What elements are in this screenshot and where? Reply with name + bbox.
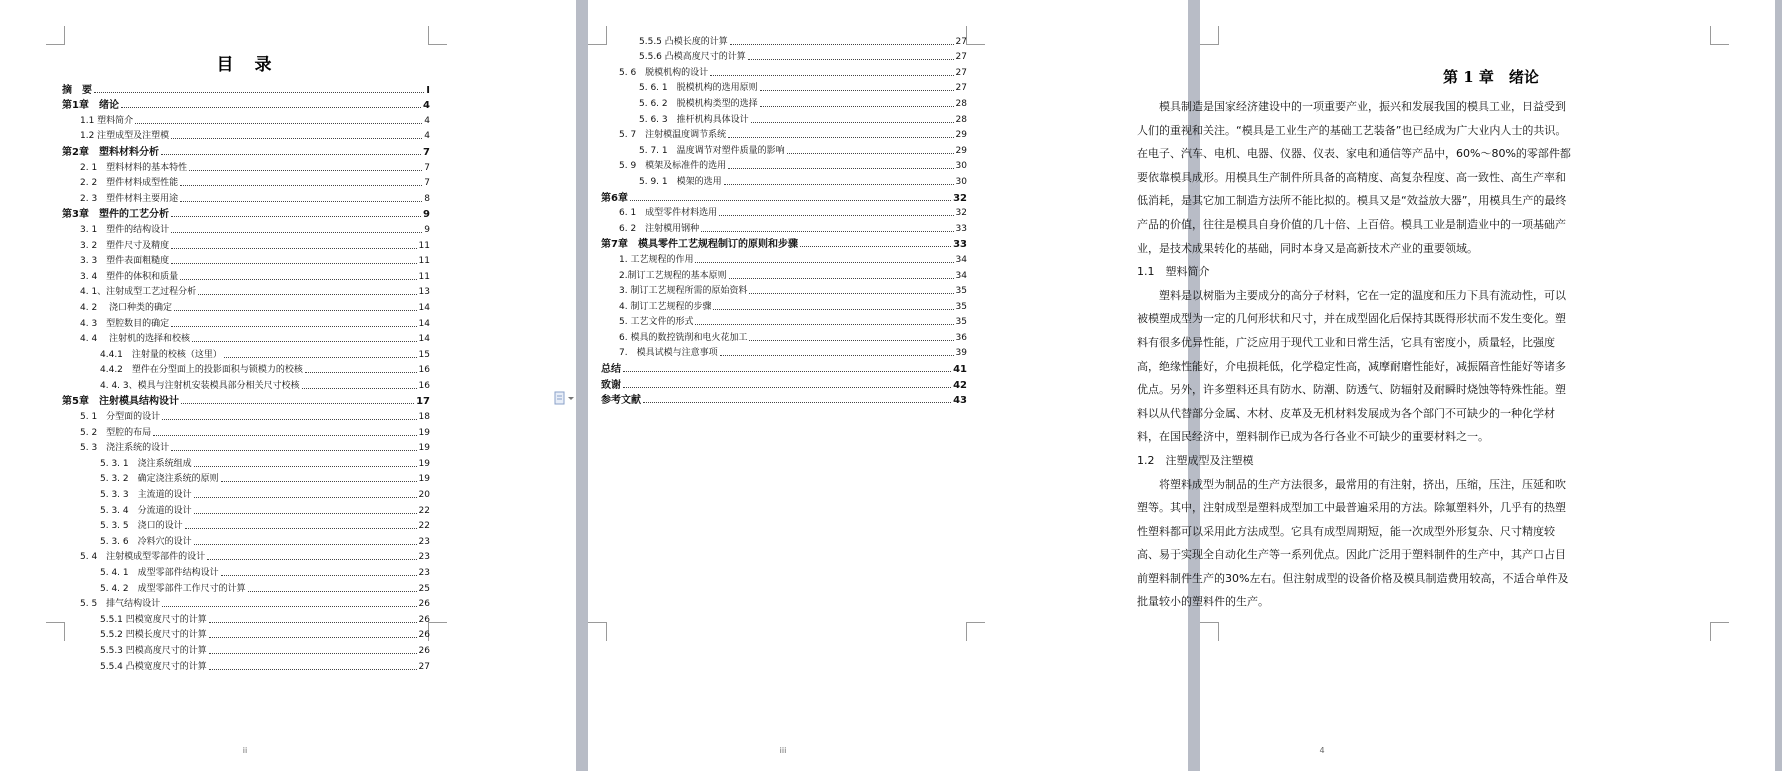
toc-entry-title: 第6章 bbox=[601, 192, 628, 204]
toc-entry-title: 7. 模具试模与注意事项 bbox=[619, 348, 718, 359]
toc-entry-page: 35 bbox=[955, 301, 967, 312]
toc-entry-title: 1. 工艺规程的作用 bbox=[619, 254, 694, 265]
toc-entry[interactable] bbox=[601, 79, 967, 95]
toc-list bbox=[62, 80, 430, 673]
chapter-title: 第 1 章 绪论 bbox=[1443, 68, 1539, 86]
toc-entry-page: 23 bbox=[418, 552, 430, 563]
toc-leader-dots bbox=[180, 201, 422, 202]
paragraph: 将塑料成型为制品的生产方法很多，最常用的有注射，挤出，压缩，压注，压延和吹塑等。其中，注射成型是塑料成型加工中最普遍采用的方法。除氟塑料外，几乎有的热塑性塑料都可以采用此方法成型。它具有成型周期短，能一次成型外形复杂、尺寸精度较高、易于实现全自动化生产等一系列优点。因此广泛用于塑料制件的生产中，其产口占目前塑料制件生产的30%左右。但注射成型的设备价格及模具制造费用较高，不适合单件及批量较小的塑料件的生产。 bbox=[1137, 477, 1569, 609]
toc-leader-dots bbox=[729, 278, 954, 279]
toc-entry[interactable] bbox=[601, 32, 967, 48]
toc-leader-dots bbox=[695, 262, 953, 263]
corner-mark bbox=[966, 26, 985, 45]
toc-entry-title: 3. 制订工艺规程所需的原始资料 bbox=[619, 286, 748, 297]
toc-entry-title: 5. 6 脱模机构的设计 bbox=[619, 67, 709, 78]
toc-entry-page: 7 bbox=[424, 162, 430, 173]
toc-entry-page: 29 bbox=[955, 145, 967, 156]
toc-entry-page: 19 bbox=[418, 443, 430, 454]
toc-leader-dots bbox=[161, 154, 421, 155]
toc-entry-page: 8 bbox=[424, 193, 430, 204]
toc-entry-page: 4 bbox=[423, 100, 430, 112]
toc-entry[interactable] bbox=[62, 127, 430, 143]
toc-entry[interactable] bbox=[62, 532, 430, 548]
toc-leader-dots bbox=[180, 185, 422, 186]
toc-entry[interactable] bbox=[601, 359, 967, 375]
toc-entry[interactable] bbox=[62, 439, 430, 455]
toc-entry[interactable] bbox=[62, 158, 430, 174]
toc-leader-dots bbox=[787, 153, 954, 154]
toc-leader-dots bbox=[221, 575, 417, 576]
toc-entry[interactable] bbox=[62, 361, 430, 377]
corner-mark bbox=[46, 26, 65, 45]
toc-entry-title: 5. 9. 1 模架的选用 bbox=[639, 176, 722, 187]
toc-entry-page: 17 bbox=[416, 396, 430, 408]
toc-entry-page: 39 bbox=[955, 348, 967, 359]
toc-entry[interactable] bbox=[62, 407, 430, 423]
toc-entry[interactable] bbox=[601, 344, 967, 360]
toc-entry-page: 15 bbox=[418, 349, 430, 360]
toc-entry[interactable] bbox=[62, 392, 430, 408]
toc-entry-page: 42 bbox=[953, 379, 967, 391]
toc-entry-title: 5. 7. 1 温度调节对塑件质量的影响 bbox=[639, 145, 785, 156]
toc-leader-dots bbox=[189, 170, 422, 171]
toc-leader-dots bbox=[153, 435, 416, 436]
toc-leader-dots bbox=[194, 497, 417, 498]
toc-entry-title: 5. 9 模架及标准件的选用 bbox=[619, 161, 727, 172]
toc-leader-dots bbox=[719, 215, 953, 216]
toc-entry-page: 14 bbox=[418, 302, 430, 313]
toc-entry[interactable] bbox=[62, 142, 430, 158]
paragraph: 塑料是以树脂为主要成分的高分子材料，它在一定的温度和压力下具有流动性，可以被模塑成型为一定的几何形状和尺寸，并在成型固化后保持其既得形状而不发生变化。塑料有很多优异性能，广泛应用于现代工业和日常生活，它具有密度小，质量轻，比强度高，绝缘性能好，介电损耗低，化学稳定性高，减摩耐磨性能好，减振隔音性能好等诸多优点。另外，许多塑料还具有防水、防潮、防透气、防辐射及耐瞬时烧蚀等特殊性能。塑料以从代替部分金属、木材、皮革及无机材料发展成为各个部门不可缺少的一种化学材料，在国民经济中，塑料制作已成为各行各业不可缺少的重要材料之一。 bbox=[1137, 288, 1566, 444]
toc-leader-dots bbox=[760, 106, 954, 107]
toc-entry-title: 3. 4 塑件的体积和质量 bbox=[80, 271, 179, 282]
toc-leader-dots bbox=[302, 388, 417, 389]
toc-entry-page: 20 bbox=[418, 490, 430, 501]
toc-leader-dots bbox=[728, 168, 953, 169]
document-options-icon[interactable] bbox=[553, 391, 577, 405]
toc-entry-title: 第3章 塑件的工艺分析 bbox=[62, 209, 169, 221]
corner-mark bbox=[1710, 26, 1729, 45]
toc-entry-page: 32 bbox=[953, 192, 967, 204]
toc-leader-dots bbox=[207, 559, 416, 560]
toc-leader-dots bbox=[121, 107, 421, 108]
corner-mark bbox=[966, 622, 985, 641]
toc-entry-title: 4.4.2 塑件在分型面上的投影面积与锁模力的校核 bbox=[100, 365, 303, 376]
page-number: iii bbox=[779, 746, 787, 755]
toc-entry-page: 35 bbox=[955, 317, 967, 328]
toc-entry-title: 第2章 塑料材料分析 bbox=[62, 146, 159, 158]
toc-entry-title: 5. 3. 5 浇口的设计 bbox=[100, 521, 183, 532]
toc-entry-title: 参考文献 bbox=[601, 395, 641, 407]
toc-entry[interactable] bbox=[601, 204, 967, 220]
toc-entry-title: 4.4.1 注射量的校核（这里） bbox=[100, 349, 222, 360]
toc-entry-title: 5. 3. 4 分流道的设计 bbox=[100, 505, 192, 516]
toc-entry-title: 第5章 注射模具结构设计 bbox=[62, 396, 179, 408]
toc-entry-page: 26 bbox=[418, 614, 430, 625]
toc-entry-page: 16 bbox=[418, 365, 430, 376]
toc-leader-dots bbox=[171, 450, 416, 451]
toc-entry[interactable] bbox=[601, 126, 967, 142]
toc-entry-title: 2. 1 塑料材料的基本特性 bbox=[80, 162, 188, 173]
toc-entry-title: 第7章 模具零件工艺规程制订的原则和步骤 bbox=[601, 239, 798, 251]
corner-mark bbox=[1200, 26, 1219, 45]
toc-entry[interactable] bbox=[62, 579, 430, 595]
toc-entry-title: 5.5.5 凸模长度的计算 bbox=[639, 36, 728, 47]
toc-entry-title: 5.5.2 凹模长度尺寸的计算 bbox=[100, 630, 207, 641]
toc-entry-title: 5. 3. 3 主流道的设计 bbox=[100, 490, 192, 501]
toc-entry[interactable] bbox=[62, 111, 430, 127]
toc-entry-title: 4. 3 型腔数目的确定 bbox=[80, 318, 170, 329]
toc-entry-page: 27 bbox=[955, 83, 967, 94]
toc-entry-page: 35 bbox=[955, 286, 967, 297]
toc-leader-dots bbox=[209, 637, 417, 638]
toc-entry-title: 4. 制订工艺规程的步骤 bbox=[619, 301, 712, 312]
toc-entry[interactable] bbox=[601, 188, 967, 204]
toc-entry-page: 26 bbox=[418, 645, 430, 656]
document-page-iii bbox=[588, 0, 1188, 771]
toc-entry-title: 5. 工艺文件的形式 bbox=[619, 317, 694, 328]
toc-leader-dots bbox=[171, 138, 422, 139]
toc-leader-dots bbox=[695, 324, 953, 325]
toc-entry-title: 3. 2 塑件尺寸及精度 bbox=[80, 240, 170, 251]
toc-leader-dots bbox=[749, 293, 953, 294]
toc-entry-title: 4. 1、注射成型工艺过程分析 bbox=[80, 287, 197, 298]
toc-list bbox=[601, 32, 967, 406]
toc-leader-dots bbox=[623, 387, 951, 388]
toc-entry-page: 27 bbox=[418, 661, 430, 672]
toc-entry-title: 3. 1 塑件的结构设计 bbox=[80, 224, 170, 235]
toc-entry-page: 16 bbox=[418, 380, 430, 391]
toc-entry[interactable] bbox=[601, 313, 967, 329]
toc-leader-dots bbox=[643, 402, 951, 403]
toc-entry-page: 14 bbox=[418, 334, 430, 345]
toc-entry-page: 18 bbox=[418, 412, 430, 423]
toc-entry[interactable] bbox=[62, 610, 430, 626]
toc-entry[interactable] bbox=[62, 267, 430, 283]
toc-entry-page: 19 bbox=[418, 474, 430, 485]
toc-entry-title: 5. 2 型腔的布局 bbox=[80, 427, 152, 438]
toc-entry-page: 19 bbox=[418, 458, 430, 469]
toc-entry-page: 30 bbox=[955, 161, 967, 172]
corner-mark bbox=[1710, 622, 1729, 641]
toc-entry[interactable] bbox=[601, 157, 967, 173]
toc-entry[interactable] bbox=[601, 328, 967, 344]
toc-entry-title: 5.5.3 凹模高度尺寸的计算 bbox=[100, 645, 207, 656]
toc-entry-page: 7 bbox=[423, 146, 430, 158]
toc-leader-dots bbox=[713, 309, 953, 310]
toc-entry-page: 9 bbox=[424, 224, 430, 235]
toc-entry-title: 5.5.4 凸模宽度尺寸的计算 bbox=[100, 661, 207, 672]
toc-entry-page: 9 bbox=[423, 209, 430, 221]
toc-entry-title: 5. 6. 2 脱模机构类型的选择 bbox=[639, 98, 758, 109]
toc-entry-page: 4 bbox=[424, 131, 430, 142]
toc-entry-page: 41 bbox=[953, 364, 967, 376]
toc-leader-dots bbox=[630, 200, 951, 201]
toc-leader-dots bbox=[720, 355, 954, 356]
toc-leader-dots bbox=[194, 466, 417, 467]
toc-entry-page: 19 bbox=[418, 427, 430, 438]
toc-leader-dots bbox=[749, 340, 953, 341]
toc-entry-title: 5. 7 注射模温度调节系统 bbox=[619, 130, 727, 141]
toc-entry[interactable] bbox=[62, 657, 430, 673]
toc-entry-title: 6. 模具的数控铣削和电火花加工 bbox=[619, 332, 748, 343]
paragraph: 模具制造是国家经济建设中的一项重要产业，振兴和发展我国的模具工业，日益受到人们的重视和关注。“模具是工业生产的基础工艺装备”也已经成为广大业内人士的共识。在电子、汽车、电机、电器、仪器、仪表、家电和通信等产品中，60%～80%的零部件都要依靠模具成形。用模具生产制件所具备的高精度、高复杂程度、高一致性、高生产率和低消耗，是其它加工制造方法所不能比拟的。模具又是“效益放大器”，用模具生产的最终产品的价值，往往是模具自身价值的几十倍、上百倍。模具工业是制造业中的一项基础产业，是技术成果转化的基础，同时本身又是高新技术产业的重要领域。 bbox=[1137, 100, 1571, 255]
toc-entry-page: 23 bbox=[418, 536, 430, 547]
toc-title: 目 录 bbox=[216, 55, 274, 75]
toc-entry-page: 22 bbox=[418, 521, 430, 532]
toc-entry-title: 摘 要 bbox=[62, 84, 92, 96]
toc-entry[interactable] bbox=[62, 470, 430, 486]
toc-entry-title: 5. 4. 1 成型零部件结构设计 bbox=[100, 568, 219, 578]
toc-leader-dots bbox=[760, 90, 954, 91]
toc-entry[interactable] bbox=[62, 220, 430, 236]
toc-entry-title: 1.1 塑料简介 bbox=[80, 115, 134, 126]
toc-leader-dots bbox=[730, 44, 954, 45]
toc-entry[interactable] bbox=[62, 485, 430, 501]
toc-leader-dots bbox=[248, 591, 417, 592]
toc-entry-title: 致谢 bbox=[601, 379, 621, 391]
toc-entry-page: 11 bbox=[418, 256, 430, 267]
toc-leader-dots bbox=[305, 372, 417, 373]
toc-leader-dots bbox=[198, 294, 416, 295]
toc-entry-title: 4. 4. 3、模具与注射机安装模具部分相关尺寸校核 bbox=[100, 380, 300, 391]
toc-entry[interactable] bbox=[601, 48, 967, 64]
toc-leader-dots bbox=[751, 122, 954, 123]
toc-entry[interactable] bbox=[601, 94, 967, 110]
toc-entry-page: 28 bbox=[955, 114, 967, 125]
toc-leader-dots bbox=[174, 310, 417, 311]
toc-leader-dots bbox=[162, 419, 416, 420]
toc-entry[interactable] bbox=[601, 297, 967, 313]
toc-entry[interactable] bbox=[62, 641, 430, 657]
toc-entry[interactable] bbox=[62, 252, 430, 268]
toc-entry[interactable] bbox=[601, 235, 967, 251]
toc-entry-page: 11 bbox=[418, 240, 430, 251]
toc-leader-dots bbox=[623, 371, 951, 372]
toc-entry-page: 36 bbox=[955, 332, 967, 343]
toc-leader-dots bbox=[162, 606, 416, 607]
toc-entry-title: 5. 3 浇注系统的设计 bbox=[80, 443, 170, 454]
toc-entry-title: 2. 3 塑件材料主要用途 bbox=[80, 193, 179, 204]
toc-leader-dots bbox=[171, 263, 416, 264]
toc-leader-dots bbox=[701, 231, 953, 232]
toc-entry-title: 5. 6. 3 推杆机构具体设计 bbox=[639, 114, 749, 125]
toc-entry[interactable] bbox=[62, 314, 430, 330]
toc-entry-page: 30 bbox=[955, 176, 967, 187]
toc-entry-page: 22 bbox=[418, 505, 430, 516]
toc-entry-title: 6. 1 成型零件材料选用 bbox=[619, 208, 718, 219]
toc-entry-page: 33 bbox=[953, 239, 967, 251]
toc-leader-dots bbox=[800, 246, 951, 247]
toc-entry[interactable] bbox=[601, 141, 967, 157]
toc-entry[interactable] bbox=[62, 96, 430, 112]
toc-entry[interactable] bbox=[62, 345, 430, 361]
toc-entry-page: 28 bbox=[955, 98, 967, 109]
toc-entry[interactable] bbox=[62, 454, 430, 470]
toc-entry-page: 34 bbox=[955, 254, 967, 265]
toc-entry[interactable] bbox=[62, 283, 430, 299]
toc-entry[interactable] bbox=[62, 501, 430, 517]
toc-entry[interactable] bbox=[62, 376, 430, 392]
toc-leader-dots bbox=[94, 92, 424, 93]
toc-entry[interactable] bbox=[62, 626, 430, 642]
toc-entry-page: 26 bbox=[418, 599, 430, 610]
toc-entry[interactable] bbox=[601, 250, 967, 266]
toc-leader-dots bbox=[194, 513, 417, 514]
toc-entry-title: 5. 3. 6 冷料穴的设计 bbox=[100, 536, 192, 547]
toc-leader-dots bbox=[748, 59, 954, 60]
toc-entry-title: 2.制订工艺规程的基本原则 bbox=[619, 270, 727, 281]
toc-entry[interactable] bbox=[62, 236, 430, 252]
toc-entry-page: 4 bbox=[424, 115, 430, 126]
toc-leader-dots bbox=[724, 184, 954, 185]
toc-entry[interactable] bbox=[62, 595, 430, 611]
section-heading: 1.2 注塑成型及注塑模 bbox=[1137, 453, 1254, 467]
document-page-4 bbox=[1137, 0, 1775, 771]
toc-leader-dots bbox=[710, 75, 953, 76]
toc-entry[interactable] bbox=[601, 219, 967, 235]
toc-entry[interactable] bbox=[62, 330, 430, 346]
toc-entry-title: 5. 6. 1 脱模机构的选用原则 bbox=[639, 83, 758, 94]
toc-entry-title: 5. 3. 1 浇注系统组成 bbox=[100, 458, 192, 469]
toc-entry[interactable] bbox=[601, 391, 967, 407]
toc-leader-dots bbox=[181, 403, 414, 404]
page-number: 4 bbox=[1319, 746, 1325, 755]
toc-entry-title: 2. 2 塑件材料成型性能 bbox=[80, 178, 179, 189]
toc-entry-page: 27 bbox=[955, 36, 967, 47]
toc-entry[interactable] bbox=[601, 110, 967, 126]
document-page-ii bbox=[0, 0, 576, 771]
toc-entry-title: 6. 2 注射模用钢种 bbox=[619, 223, 700, 234]
toc-entry-page: 7 bbox=[424, 178, 430, 189]
toc-entry-page: 33 bbox=[955, 223, 967, 234]
page-number: ii bbox=[242, 746, 248, 755]
toc-entry-title: 5. 4. 2 成型零部件工作尺寸的计算 bbox=[100, 583, 246, 594]
toc-entry-page: I bbox=[426, 84, 430, 96]
toc-leader-dots bbox=[185, 528, 417, 529]
toc-entry-title: 5. 5 排气结构设计 bbox=[80, 599, 161, 610]
toc-entry-page: 25 bbox=[418, 583, 430, 594]
toc-leader-dots bbox=[171, 248, 416, 249]
toc-leader-dots bbox=[171, 326, 416, 327]
toc-entry-title: 5. 3. 2 确定浇注系统的原则 bbox=[100, 474, 219, 485]
toc-leader-dots bbox=[209, 669, 417, 670]
toc-leader-dots bbox=[171, 216, 421, 217]
chapter-body bbox=[1137, 95, 1574, 614]
corner-mark bbox=[1200, 622, 1219, 641]
toc-entry[interactable] bbox=[601, 282, 967, 298]
toc-entry[interactable] bbox=[62, 298, 430, 314]
toc-entry-title: 3. 3 塑件表面粗糙度 bbox=[80, 256, 170, 267]
toc-leader-dots bbox=[209, 653, 417, 654]
toc-entry[interactable] bbox=[601, 172, 967, 188]
toc-entry-page: 11 bbox=[418, 271, 430, 282]
corner-mark bbox=[428, 622, 447, 641]
toc-entry[interactable] bbox=[62, 80, 430, 96]
toc-entry-page: 14 bbox=[418, 318, 430, 329]
toc-entry[interactable] bbox=[62, 517, 430, 533]
toc-leader-dots bbox=[194, 544, 417, 545]
toc-entry-title: 5.5.1 凹模宽度尺寸的计算 bbox=[100, 614, 207, 625]
toc-entry-title: 第1章 绪论 bbox=[62, 100, 119, 112]
toc-entry-page: 23 bbox=[418, 568, 430, 578]
toc-entry[interactable] bbox=[601, 266, 967, 282]
toc-leader-dots bbox=[192, 341, 417, 342]
toc-leader-dots bbox=[180, 279, 416, 280]
toc-entry-page: 43 bbox=[953, 395, 967, 407]
toc-entry-title: 5.5.6 凸模高度尺寸的计算 bbox=[639, 52, 746, 63]
toc-entry[interactable] bbox=[62, 205, 430, 221]
toc-entry[interactable] bbox=[62, 563, 430, 579]
toc-leader-dots bbox=[221, 481, 417, 482]
toc-entry-title: 总结 bbox=[601, 364, 621, 376]
toc-entry-page: 27 bbox=[955, 67, 967, 78]
toc-entry-title: 4. 2 浇口种类的确定 bbox=[80, 302, 173, 313]
toc-entry-title: 5. 4 注射模成型零部件的设计 bbox=[80, 552, 206, 563]
toc-entry-page: 27 bbox=[955, 52, 967, 63]
toc-leader-dots bbox=[135, 123, 422, 124]
toc-entry-page: 13 bbox=[418, 287, 430, 298]
toc-entry-title: 4. 4 注射机的选择和校核 bbox=[80, 334, 191, 345]
toc-entry[interactable] bbox=[601, 375, 967, 391]
section-heading: 1.1 塑料简介 bbox=[1137, 265, 1210, 279]
toc-entry[interactable] bbox=[62, 189, 430, 205]
toc-entry-page: 29 bbox=[955, 130, 967, 141]
toc-entry[interactable] bbox=[62, 548, 430, 564]
toc-leader-dots bbox=[728, 137, 953, 138]
toc-entry-page: 34 bbox=[955, 270, 967, 281]
toc-entry[interactable] bbox=[62, 423, 430, 439]
corner-mark bbox=[428, 26, 447, 45]
toc-leader-dots bbox=[224, 357, 417, 358]
toc-leader-dots bbox=[209, 622, 417, 623]
toc-entry-title: 1.2 注塑成型及注塑模 bbox=[80, 131, 170, 142]
toc-entry-page: 32 bbox=[955, 208, 967, 219]
toc-entry[interactable] bbox=[62, 174, 430, 190]
toc-entry-page: 26 bbox=[418, 630, 430, 641]
toc-leader-dots bbox=[171, 232, 422, 233]
corner-mark bbox=[588, 622, 607, 641]
toc-entry-title: 5. 1 分型面的设计 bbox=[80, 412, 161, 423]
toc-entry[interactable] bbox=[601, 63, 967, 79]
